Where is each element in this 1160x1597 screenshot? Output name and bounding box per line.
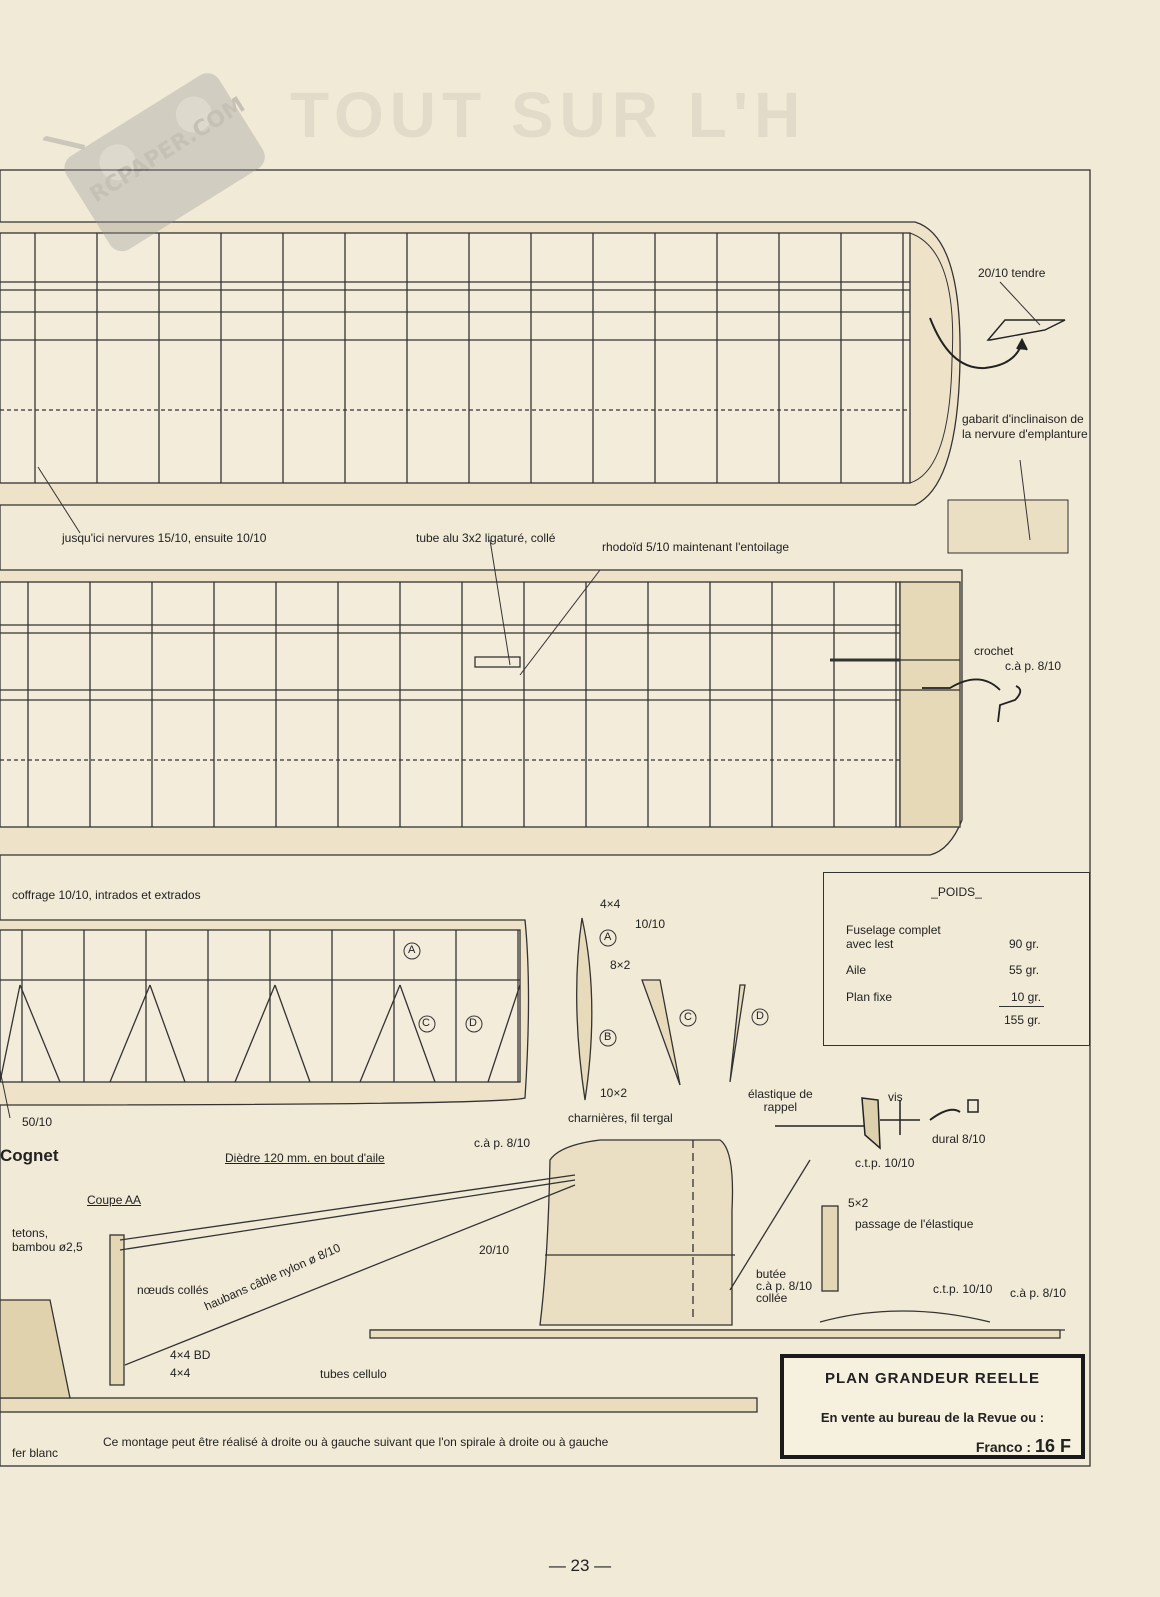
section-10x2: 10×2 — [600, 1086, 628, 1100]
cap-810-fin: c.à p. 8/10 — [474, 1136, 531, 1150]
mark-b: B — [604, 1031, 612, 1043]
total-rule — [999, 1006, 1044, 1007]
heading-fragment: Cognet — [0, 1146, 59, 1165]
price-value: 16 F — [1034, 1436, 1071, 1456]
wing-upper — [0, 222, 960, 505]
fin — [540, 1140, 735, 1325]
dural-note: dural 8/10 — [932, 1132, 986, 1146]
vis-note: vis — [888, 1090, 903, 1104]
section-4x4-b: 4×4 — [170, 1366, 191, 1380]
plan-subtitle: En vente au bureau de la Revue ou : — [820, 1410, 1045, 1425]
weight-label-plan: Plan fixe — [846, 990, 893, 1004]
ribs-note: jusqu'ici nervures 15/10, ensuite 10/10 — [62, 531, 267, 545]
butee-note: butée c.à p. 8/10 collée — [756, 1267, 813, 1305]
weight-label-fuselage: Fuselage complet avec lest — [846, 923, 941, 951]
section-50-10: 50/10 — [22, 1115, 53, 1129]
mark-a-stab: A — [408, 944, 416, 956]
section-8x2: 8×2 — [610, 958, 631, 972]
mark-c-stab: C — [422, 1017, 430, 1029]
mark-a: A — [604, 931, 612, 943]
crochet-note: crochet — [974, 644, 1014, 658]
plan-title: PLAN GRANDEUR REELLE — [824, 1370, 1040, 1387]
passage-note: passage de l'élastique — [855, 1217, 974, 1231]
noeuds-note: nœuds collés — [137, 1283, 209, 1297]
fer-blanc-note: fer blanc — [12, 1446, 59, 1460]
gabarit-note: gabarit d'inclinaison de la nervure d'emplanture — [962, 412, 1088, 441]
weight-value-fuselage: 90 gr. — [1009, 937, 1040, 951]
mark-d-stab: D — [469, 1017, 477, 1029]
weight-label-aile: Aile — [846, 963, 867, 977]
weight-value-plan: 10 gr. — [1011, 990, 1042, 1004]
section-4x4: 4×4 — [600, 897, 621, 911]
section-10-10: 10/10 — [635, 917, 666, 931]
tube-note: tube alu 3x2 ligaturé, collé — [416, 531, 556, 545]
weights-title: _POIDS_ — [931, 885, 982, 899]
mark-d: D — [756, 1010, 764, 1022]
ctp-note: c.t.p. 10/10 — [855, 1156, 915, 1170]
cap-right: c.à p. 8/10 — [1010, 1286, 1067, 1300]
page-number: — 23 — — [548, 1556, 612, 1575]
watermark-text: RCPAPER.COM — [85, 92, 250, 209]
diedre-note: Dièdre 120 mm. en bout d'aile — [225, 1151, 385, 1165]
tubes-note: tubes cellulo — [320, 1367, 387, 1381]
weight-total: 155 gr. — [1004, 1013, 1041, 1027]
coffrage-note: coffrage 10/10, intrados et extrados — [12, 888, 201, 902]
mark-c: C — [684, 1011, 692, 1023]
crochet-spec: c.à p. 8/10 — [1005, 659, 1062, 673]
plan-price — [976, 1436, 1071, 1457]
rhodoid-note: rhodoïd 5/10 maintenant l'entoilage — [602, 540, 790, 554]
tip-note: 20/10 tendre — [978, 266, 1046, 280]
price-label: Franco : — [975, 1439, 1032, 1455]
coupe-aa: Coupe AA — [87, 1193, 142, 1207]
elastique-rappel: élastique de rappel — [748, 1087, 813, 1114]
weights-table — [823, 872, 1090, 1046]
ghost-header: TOUT SUR L'H — [290, 79, 807, 151]
wing-lower — [0, 570, 962, 855]
plan-order-box — [780, 1354, 1085, 1459]
weight-value-aile: 55 gr. — [1009, 963, 1040, 977]
haubans-note: haubans câble nylon ø 8/10 — [202, 1240, 343, 1314]
charnieres-note: charnières, fil tergal — [568, 1111, 673, 1125]
five-two: 5×2 — [848, 1196, 869, 1210]
fin-20-10: 20/10 — [479, 1243, 510, 1257]
tetons-note: tetons, bambou ø2,5 — [12, 1226, 83, 1254]
ctp-right: c.t.p. 10/10 — [933, 1282, 993, 1296]
section-4x4-bd: 4×4 BD — [170, 1348, 211, 1362]
montage-note: Ce montage peut être réalisé à droite ou à gauche suivant que l'on spirale à droite ou à gauche — [103, 1435, 609, 1449]
